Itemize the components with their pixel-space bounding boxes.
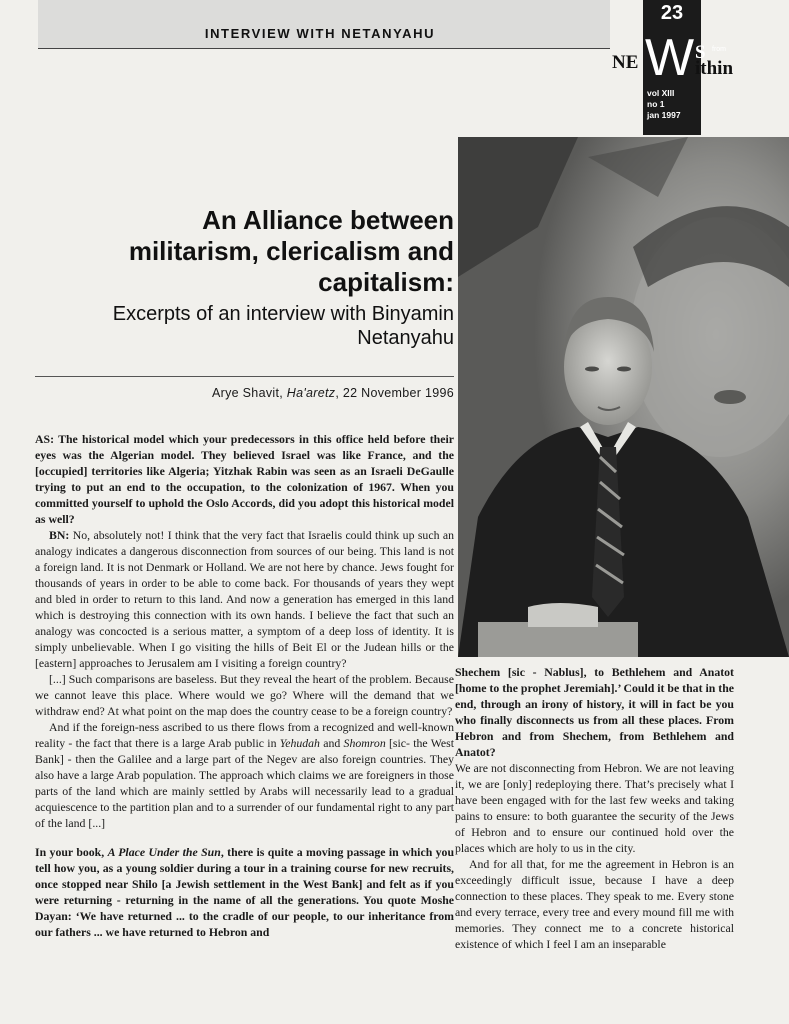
left-column — [35, 431, 454, 940]
answer-3-start: And if the foreign-ness ascribed to us there flows from a recognized and well-known reality - the fact that there is a large Arab public in — [35, 720, 454, 750]
logo-s: S — [695, 42, 706, 63]
answer-4: We are not disconnecting from Hebron. We are not leaving it, we are [only] redeploying there. That’s precisely what I have been engaged with for the last few weeks and taking pains to ensure: to both guarantee the security of the Jews of Hebron and to ensure our continued hold over the places which are holy to us in the city. — [455, 761, 734, 855]
article-title: An Alliance between militarism, clericalism and capitalism: — [128, 205, 454, 297]
byline-publication: Ha'aretz — [286, 386, 336, 400]
answer-3-end: [sic- the West Bank] - then the Galilee and a large part of the Negev are also foreign countries. They also have a large Arab population. The approach which claims we are foreigners in those parts of the land which are mainly settled by Arabs will necessarily lead to a gradual acquiescence to the partition plan and to a surrender of our fundamental right to any part of the land [...] — [35, 736, 454, 830]
logo-w: W — [645, 29, 695, 87]
shomron: Shomron — [343, 736, 386, 750]
question-2 — [35, 844, 454, 940]
question-2-continued: Shechem [sic - Nablus], to Bethlehem and Anatot [home to the prophet Jeremiah].’ Could it be that in the end, through an irony of history, it will in fact be you who finally disconnects us from all these places. From Hebron and from Shechem, from Bethlehem and Anatot? — [455, 665, 734, 759]
photo-illustration — [458, 137, 789, 657]
speaker-bn: BN: — [49, 528, 70, 542]
answer-1 — [35, 527, 454, 671]
byline-rule — [35, 376, 454, 377]
issue-info — [647, 88, 701, 121]
news-from-within-logo — [612, 29, 762, 87]
section-header: INTERVIEW WITH NETANYAHU — [204, 26, 436, 41]
byline — [35, 386, 454, 400]
header-rule — [38, 48, 610, 49]
right-column — [455, 664, 734, 952]
netanyahu-photo — [458, 137, 789, 657]
question-2-end: , there is quite a moving passage in which you tell how you, as a young soldier during a tour in a training course for new recruits, once stopped near Shilo [a Jewish settlement in the West Bank] and felt as if you were returning - returning in the name of all the generations. You quote Moshe Dayan: ‘We have returned ... to the cradle of our people, to our inheritance from our fathers ... we have returned to Hebron and — [35, 845, 455, 939]
question-2-start: In your book, — [35, 845, 108, 859]
answer-1-text: No, absolutely not! I think that the very fact that Israelis could think up such an analogy indicates a dangerous disconnection from sources of our being. This land is not a foreign land. It is not Denmark or Holland. We are not here by chance. Jews fought for thousands of years in order to be able to come back. For thousands of years they wept and bled in order to return to this land. And now a generation has emerged in this land which is destroying this connection with its own hands. I believe the fact that such an analogy was concocted is a serious matter, a symptom of a deep loss of identity. It is simply unbelievable. When I go visiting the hills of Beit El or the Judean hills or the [eastern] approaches to Jerusalem am I visiting a foreign country? — [35, 528, 454, 670]
issue-date: jan 1997 — [647, 110, 681, 120]
logo-ithin: ithin — [695, 58, 734, 79]
byline-author: Arye Shavit, — [212, 386, 287, 400]
book-title: A Place Under the Sun — [107, 845, 221, 859]
answer-5: And for all that, for me the agreement in Hebron is an exceedingly difficult issue, because I have a deep connection to these places. They speak to me. Every stone and every terrace, every tree and every mound fill me with memories. They connect me to a concrete historical existence of which I feel I am an inseparable — [455, 857, 734, 951]
answer-3-and: and — [319, 736, 344, 750]
article-subtitle: Excerpts of an interview with Binyamin Netanyahu — [112, 303, 454, 349]
logo-ne: NE — [612, 52, 639, 73]
logo-from: from — [712, 46, 726, 53]
question-1: AS: The historical model which your predecessors in this office held before their eyes was the Algerian model. They believed Israel was like France, and the [occupied] territories like Algeria; Yitzhak Rabin was seen as an Israeli DeGaulle trying to put an end to the occupation, to the colonization of 1967. When you committed yourself to uphold the Oslo Accords, did you adopt this historical model as well? — [35, 432, 454, 526]
paragraph-gap — [35, 831, 454, 844]
answer-3 — [35, 719, 454, 831]
volume: vol XIII — [647, 88, 675, 98]
byline-date: , 22 November 1996 — [335, 386, 454, 400]
yehudah: Yehudah — [279, 736, 320, 750]
page-number: 23 — [660, 2, 684, 24]
issue-number: no 1 — [647, 99, 665, 109]
answer-2: [...] Such comparisons are baseless. But they reveal the heart of the problem. Because we cannot leave this place. Where would we go? Where will the demand that we withdraw end? At what point on the map does the country cease to be a foreign country? — [35, 672, 454, 718]
article-title-block — [100, 205, 454, 350]
